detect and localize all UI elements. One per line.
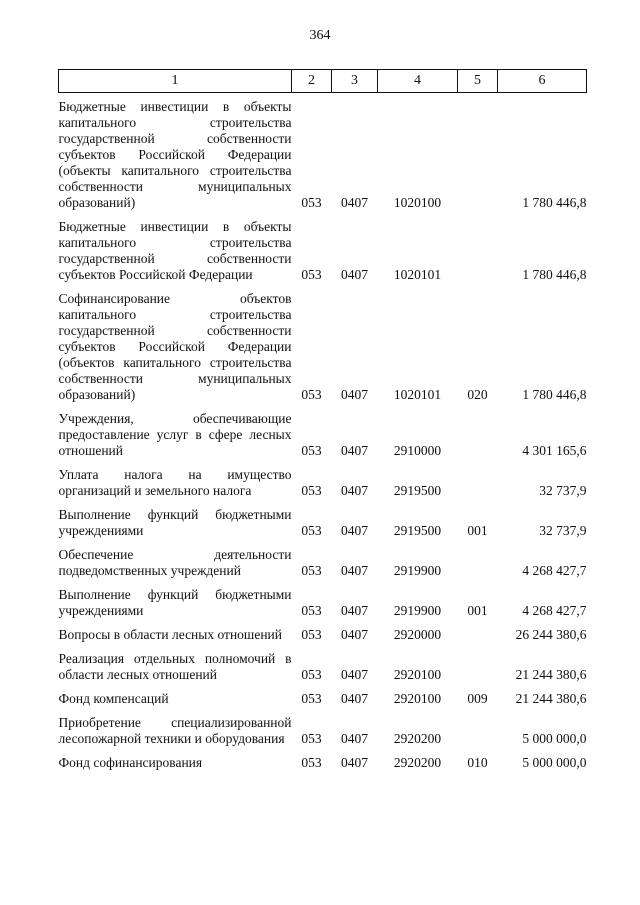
row-name: Выполнение функций бюджетными учреждениями [58,587,292,618]
row-amount: 4 268 427,7 [522,603,587,618]
row-name: Софинансирование объектов капитального строительства государственной собственности субъектов Российской Федерации (объектов капитального строительства собственности муниципальных образований) [58,291,292,402]
row-amount: 21 244 380,6 [515,667,587,682]
row-col-5: 010 [467,755,488,770]
row-amount: 21 244 380,6 [515,691,587,706]
row-name: Фонд софинансирования [58,755,203,770]
row-col-5 [458,651,498,683]
row-col-3: 0407 [341,563,368,578]
row-col-3: 0407 [341,195,368,210]
row-col-4: 2919900 [393,603,442,618]
header-col-5: 5 [458,70,498,93]
table-row [59,547,587,579]
row-col-2: 053 [301,603,322,618]
row-col-5 [458,219,498,283]
row-col-3: 0407 [341,443,368,458]
row-spacer [59,683,587,691]
row-spacer [59,459,587,467]
row-col-2: 053 [301,523,322,538]
table-row [59,411,587,459]
table-row [59,587,587,619]
row-amount: 1 780 446,8 [522,195,587,210]
row-col-3: 0407 [341,627,368,642]
row-col-4: 2920200 [393,731,442,746]
row-col-5: 001 [467,603,488,618]
row-name: Выполнение функций бюджетными учреждениями [58,507,292,538]
row-col-2: 053 [301,195,322,210]
budget-table [58,69,587,771]
row-col-5 [458,715,498,747]
row-col-2: 053 [301,691,322,706]
header-row [59,70,587,93]
row-col-3: 0407 [341,603,368,618]
row-amount: 4 301 165,6 [522,443,587,458]
row-col-3: 0407 [341,667,368,682]
table-header [59,70,587,93]
header-col-3: 3 [332,70,378,93]
row-name: Вопросы в области лесных отношений [58,627,282,642]
row-col-4: 2919500 [393,483,442,498]
row-name: Бюджетные инвестиции в объекты капитального строительства государственной собственности субъектов Российской Федерации (объекты капитального строительства собственности муниципальных образований) [58,99,292,210]
row-amount: 32 737,9 [539,483,587,498]
row-spacer [59,579,587,587]
row-col-5: 001 [467,523,488,538]
row-col-2: 053 [301,627,322,642]
row-amount: 26 244 380,6 [515,627,587,642]
row-name: Уплата налога на имущество организаций и земельного налога [58,467,292,498]
table-row [59,291,587,403]
row-amount: 5 000 000,0 [522,731,587,746]
row-col-4: 1020101 [393,267,442,282]
row-col-3: 0407 [341,387,368,402]
row-col-5 [458,411,498,459]
table-row [59,755,587,771]
header-col-6: 6 [498,70,587,93]
table-row [59,467,587,499]
row-col-4: 1020100 [393,195,442,210]
table-row [59,715,587,747]
row-col-4: 2920200 [393,755,442,770]
row-col-2: 053 [301,755,322,770]
row-col-5 [458,99,498,211]
header-col-4: 4 [378,70,458,93]
row-name: Фонд компенсаций [58,691,169,706]
row-amount: 1 780 446,8 [522,387,587,402]
row-name: Реализация отдельных полномочий в области лесных отношений [58,651,292,682]
row-col-4: 2920100 [393,691,442,706]
row-col-3: 0407 [341,755,368,770]
row-name: Обеспечение деятельности подведомственных учреждений [58,547,292,578]
table-row [59,691,587,707]
table-row [59,651,587,683]
row-col-4: 2920000 [393,627,442,642]
row-spacer [59,499,587,507]
row-col-4: 2919900 [393,563,442,578]
row-col-2: 053 [301,443,322,458]
row-col-2: 053 [301,731,322,746]
row-col-2: 053 [301,563,322,578]
row-col-5 [458,467,498,499]
row-col-3: 0407 [341,483,368,498]
row-col-3: 0407 [341,267,368,282]
row-col-4: 2910000 [393,443,442,458]
row-col-3: 0407 [341,691,368,706]
row-name: Бюджетные инвестиции в объекты капитального строительства государственной собственности субъектов Российской Федерации [58,219,292,282]
table-row [59,99,587,211]
row-amount: 5 000 000,0 [522,755,587,770]
table-row [59,627,587,643]
row-col-4: 2920100 [393,667,442,682]
row-col-2: 053 [301,267,322,282]
row-col-2: 053 [301,667,322,682]
row-spacer [59,619,587,627]
row-col-5: 020 [467,387,488,402]
row-col-4: 1020101 [393,387,442,402]
page-number: 364 [309,28,331,43]
table-row [59,219,587,283]
row-col-5 [458,627,498,643]
row-col-3: 0407 [341,731,368,746]
row-spacer [59,283,587,291]
row-amount: 4 268 427,7 [522,563,587,578]
row-col-4: 2919500 [393,523,442,538]
row-col-5: 009 [467,691,488,706]
row-spacer [59,403,587,411]
row-spacer [59,539,587,547]
row-spacer [59,643,587,651]
header-col-2: 2 [292,70,332,93]
row-spacer [59,707,587,715]
row-spacer [59,211,587,219]
table-row [59,507,587,539]
row-amount: 1 780 446,8 [522,267,587,282]
header-col-1: 1 [59,70,292,93]
row-name: Учреждения, обеспечивающие предоставление услуг в сфере лесных отношений [58,411,292,458]
row-col-2: 053 [301,483,322,498]
row-spacer [59,747,587,755]
table-body [59,93,587,772]
row-col-5 [458,547,498,579]
row-col-2: 053 [301,387,322,402]
row-name: Приобретение специализированной лесопожарной техники и оборудования [58,715,292,746]
row-col-3: 0407 [341,523,368,538]
row-amount: 32 737,9 [539,523,587,538]
